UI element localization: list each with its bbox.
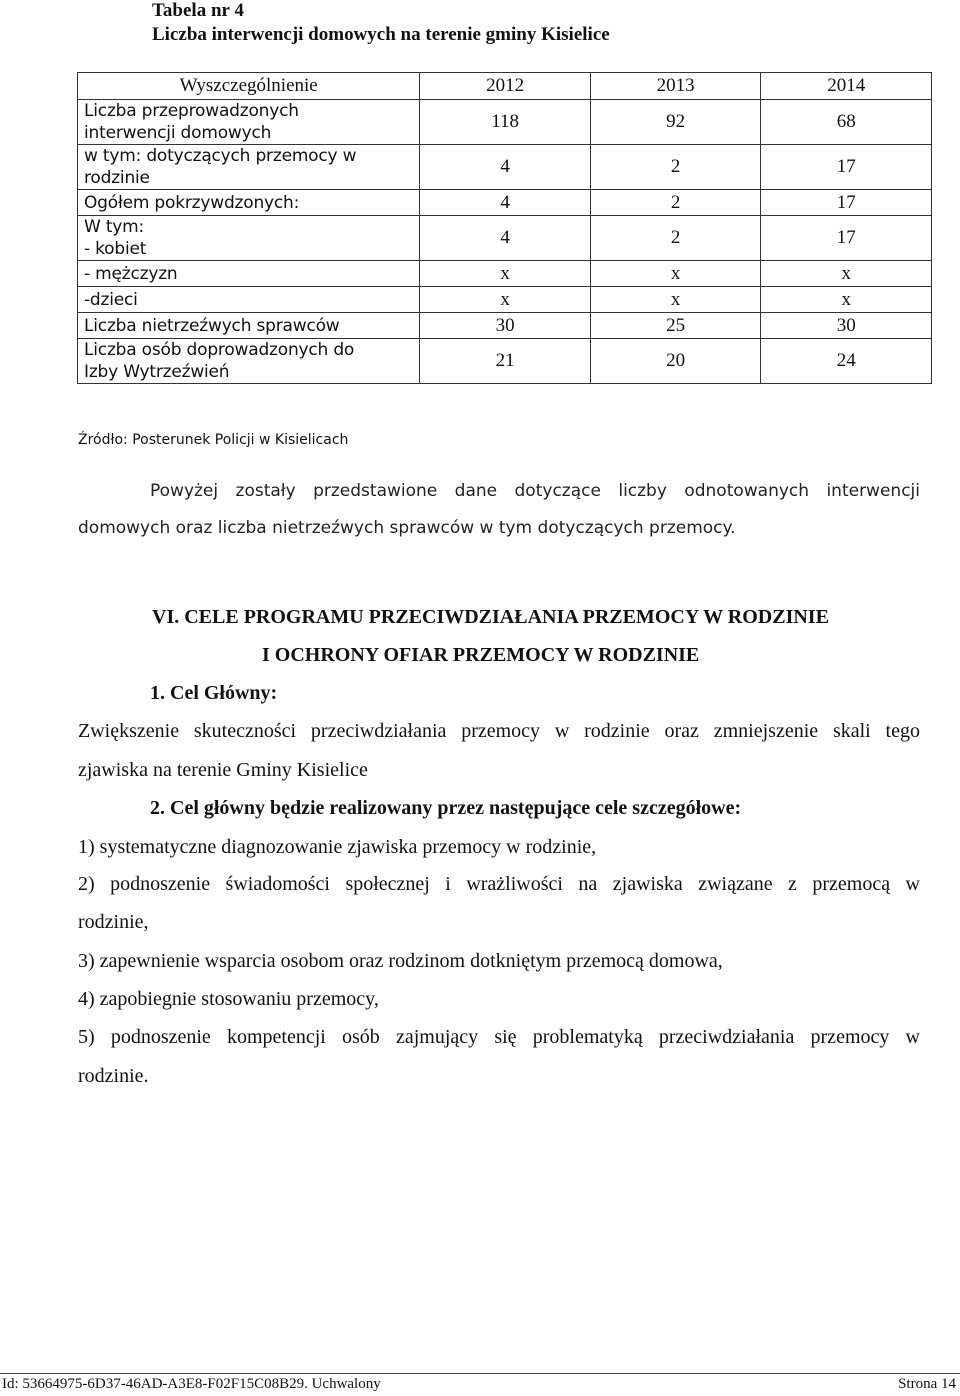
table-cell: x: [761, 287, 932, 313]
row-label: [78, 287, 420, 313]
table-cell: x: [420, 261, 591, 287]
table-row: [78, 339, 932, 384]
paragraph-line: Powyżej zostały przedstawione dane dotyczące liczby odnotowanych interwencji: [150, 481, 920, 501]
footer-page-number: Strona 14: [898, 1376, 956, 1392]
row-label-line: W tym:: [84, 217, 145, 237]
column-header: 2013: [590, 73, 761, 100]
table-cell: 2: [590, 190, 761, 216]
table-row: [78, 216, 932, 261]
table-source-note: Źródło: Posterunek Policji w Kisielicach: [78, 432, 349, 448]
row-label-line: Liczba osób doprowadzonych do: [84, 340, 355, 360]
row-label: [78, 145, 420, 190]
table-cell: 17: [761, 190, 932, 216]
row-label: [78, 100, 420, 145]
table-header-row: [78, 73, 932, 100]
section-heading: VI. CELE PROGRAMU PRZECIWDZIAŁANIA PRZEMOCY W RODZINIE: [152, 606, 829, 628]
column-header: 2012: [420, 73, 591, 100]
main-goal-text: Zwiększenie skuteczności przeciwdziałania przemocy w rodzinie oraz zmniejszenie skali tego: [78, 720, 920, 742]
footer-divider: [0, 1373, 960, 1374]
interventions-table: [77, 72, 932, 384]
paragraph-line: domowych oraz liczba nietrzeźwych sprawców w tym dotyczących przemocy.: [78, 518, 736, 538]
table-cell: 20: [590, 339, 761, 384]
row-label-line: Izby Wytrzeźwień: [84, 362, 230, 382]
table-cell: 68: [761, 100, 932, 145]
list-item-continued: rodzinie,: [78, 911, 149, 933]
table-cell: 2: [590, 145, 761, 190]
table-cell: 2: [590, 216, 761, 261]
specific-goals-heading: 2. Cel główny będzie realizowany przez następujące cele szczegółowe:: [150, 797, 742, 819]
row-label: [78, 339, 420, 384]
table-cell: 17: [761, 216, 932, 261]
row-label-line: interwencji domowych: [84, 123, 272, 143]
row-label: [78, 216, 420, 261]
list-item-continued: rodzinie.: [78, 1065, 149, 1087]
table-row: [78, 313, 932, 339]
main-goal-heading: 1. Cel Główny:: [150, 682, 278, 704]
table-cell: 118: [420, 100, 591, 145]
row-label-line: - mężczyzn: [84, 263, 178, 284]
table-cell: 4: [420, 190, 591, 216]
row-label: [78, 261, 420, 287]
table-cell: 25: [590, 313, 761, 339]
table-caption-label: Tabela nr 4: [152, 0, 244, 21]
table-cell: 21: [420, 339, 591, 384]
table-cell: 30: [761, 313, 932, 339]
table-row: [78, 100, 932, 145]
table-cell: 4: [420, 216, 591, 261]
row-label-line: - kobiet: [84, 239, 147, 259]
row-label-line: Liczba nietrzeźwych sprawców: [84, 315, 340, 336]
table-row: [78, 190, 932, 216]
table-caption-title: Liczba interwencji domowych na terenie gminy Kisielice: [152, 24, 610, 45]
table-cell: x: [761, 261, 932, 287]
row-label: [78, 313, 420, 339]
row-label-line: w tym: dotyczących przemocy w: [84, 146, 357, 166]
table-cell: 30: [420, 313, 591, 339]
section-heading-continued: I OCHRONY OFIAR PRZEMOCY W RODZINIE: [262, 644, 700, 666]
footer-document-id: Id: 53664975-6D37-46AD-A3E8-F02F15C08B29. Uchwalony: [2, 1376, 381, 1392]
table-cell: 4: [420, 145, 591, 190]
row-label-line: -dzieci: [84, 289, 138, 310]
column-header: Wyszczególnienie: [78, 73, 420, 100]
row-label-line: Liczba przeprowadzonych: [84, 101, 299, 121]
table-cell: x: [420, 287, 591, 313]
row-label: [78, 190, 420, 216]
table-row: [78, 145, 932, 190]
table-cell: x: [590, 287, 761, 313]
list-item: 4) zapobiegnie stosowaniu przemocy,: [78, 988, 379, 1010]
list-item: 5) podnoszenie kompetencji osób zajmujący się problematyką przeciwdziałania przemocy w: [78, 1026, 920, 1048]
list-item: 1) systematyczne diagnozowanie zjawiska przemocy w rodzinie,: [78, 836, 597, 858]
table-row: [78, 261, 932, 287]
list-item: 3) zapewnienie wsparcia osobom oraz rodzinom dotkniętym przemocą domowa,: [78, 950, 723, 972]
table-row: [78, 287, 932, 313]
column-header: 2014: [761, 73, 932, 100]
table-cell: 17: [761, 145, 932, 190]
row-label-line: rodzinie: [84, 168, 150, 188]
table-cell: x: [590, 261, 761, 287]
list-item: 2) podnoszenie świadomości społecznej i wrażliwości na zjawiska związane z przemocą w: [78, 873, 920, 895]
table-cell: 92: [590, 100, 761, 145]
main-goal-text: zjawiska na terenie Gminy Kisielice: [78, 759, 368, 781]
row-label-line: Ogółem pokrzywdzonych:: [84, 192, 300, 213]
table-cell: 24: [761, 339, 932, 384]
